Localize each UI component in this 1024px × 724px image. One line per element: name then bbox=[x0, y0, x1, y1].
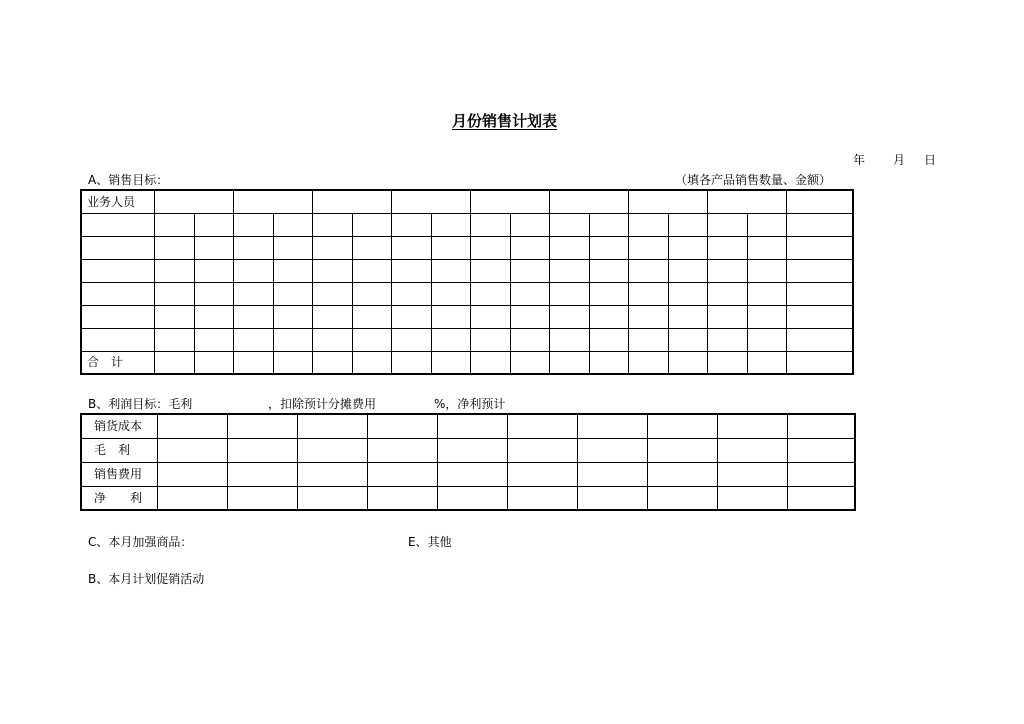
table-cell[interactable] bbox=[787, 414, 855, 438]
table-cell[interactable] bbox=[647, 462, 717, 486]
table-cell[interactable] bbox=[437, 462, 507, 486]
table-cell[interactable] bbox=[748, 282, 787, 305]
table-cell[interactable] bbox=[352, 259, 391, 282]
table-cell[interactable] bbox=[154, 213, 194, 236]
table-cell[interactable] bbox=[431, 305, 470, 328]
table-cell[interactable] bbox=[81, 328, 154, 351]
table-cell[interactable] bbox=[352, 351, 391, 374]
table-cell[interactable] bbox=[511, 305, 550, 328]
table-cell[interactable] bbox=[470, 213, 510, 236]
table-cell[interactable] bbox=[194, 351, 233, 374]
table-row bbox=[81, 213, 853, 236]
table-cell[interactable] bbox=[590, 328, 629, 351]
table-row bbox=[81, 236, 853, 259]
table-cell[interactable] bbox=[550, 236, 590, 259]
table-cell[interactable] bbox=[787, 282, 853, 305]
table-cell[interactable] bbox=[629, 328, 669, 351]
table-cell[interactable] bbox=[431, 259, 470, 282]
section-promotion-label: B、本月计划促销活动 bbox=[88, 572, 205, 586]
profit-target-table bbox=[80, 413, 856, 511]
table-cell[interactable] bbox=[590, 213, 629, 236]
table-row bbox=[81, 305, 853, 328]
table-cell[interactable] bbox=[391, 305, 431, 328]
table-cell[interactable] bbox=[470, 328, 510, 351]
table-cell[interactable] bbox=[157, 462, 227, 486]
table-cell[interactable] bbox=[227, 486, 297, 510]
table-row bbox=[81, 282, 853, 305]
table-cell[interactable] bbox=[507, 486, 577, 510]
table-cell[interactable] bbox=[431, 236, 470, 259]
table-cell[interactable] bbox=[629, 236, 669, 259]
table-cell[interactable] bbox=[717, 438, 787, 462]
table-cell[interactable] bbox=[511, 282, 550, 305]
table-cell[interactable] bbox=[647, 486, 717, 510]
table-cell[interactable] bbox=[157, 414, 227, 438]
table-cell[interactable] bbox=[81, 213, 154, 236]
table-cell[interactable] bbox=[154, 236, 194, 259]
table-cell[interactable] bbox=[669, 328, 708, 351]
table-cell[interactable] bbox=[669, 305, 708, 328]
section-b-part3: %，净利预计 bbox=[434, 397, 506, 411]
table-cell[interactable] bbox=[787, 236, 853, 259]
table-cell[interactable] bbox=[629, 259, 669, 282]
row-label: 销货成本 bbox=[81, 414, 157, 438]
table-cell[interactable] bbox=[590, 259, 629, 282]
table-cell[interactable] bbox=[233, 305, 273, 328]
table-cell[interactable] bbox=[669, 236, 708, 259]
table-cell[interactable] bbox=[787, 438, 855, 462]
section-a-label: A、销售目标： bbox=[88, 173, 169, 187]
table-cell[interactable] bbox=[748, 305, 787, 328]
table-cell[interactable] bbox=[437, 438, 507, 462]
section-b-part1: B、利润目标：毛利 bbox=[88, 397, 193, 411]
table-cell[interactable] bbox=[154, 259, 194, 282]
table-cell[interactable] bbox=[367, 414, 437, 438]
table-cell[interactable] bbox=[273, 213, 312, 236]
sales-person-header: 业务人员 bbox=[81, 190, 154, 213]
table-cell[interactable] bbox=[629, 213, 669, 236]
section-a-note: （填各产品销售数量、金额） bbox=[675, 173, 832, 187]
table-cell[interactable] bbox=[590, 282, 629, 305]
table-cell[interactable] bbox=[81, 259, 154, 282]
table-cell[interactable] bbox=[352, 282, 391, 305]
table-cell[interactable] bbox=[227, 438, 297, 462]
table-cell[interactable] bbox=[748, 351, 787, 374]
section-b-part2: ，扣除预计分摊费用 bbox=[268, 397, 377, 411]
table-cell[interactable] bbox=[194, 213, 233, 236]
table-cell[interactable] bbox=[352, 236, 391, 259]
page-title: 月份销售计划表 bbox=[452, 112, 558, 130]
table-cell[interactable] bbox=[312, 259, 352, 282]
date-month: 月 bbox=[893, 153, 906, 167]
table-cell[interactable] bbox=[590, 351, 629, 374]
table-cell[interactable] bbox=[511, 213, 550, 236]
product-header-cell[interactable] bbox=[312, 190, 391, 213]
table-cell[interactable] bbox=[312, 236, 352, 259]
table-cell[interactable] bbox=[708, 328, 748, 351]
table-cell[interactable] bbox=[669, 259, 708, 282]
table-cell[interactable] bbox=[157, 438, 227, 462]
table-cell[interactable] bbox=[577, 462, 647, 486]
table-cell[interactable] bbox=[194, 328, 233, 351]
table-cell[interactable] bbox=[154, 305, 194, 328]
table-cell[interactable] bbox=[550, 282, 590, 305]
table-cell[interactable] bbox=[431, 213, 470, 236]
table-cell[interactable] bbox=[748, 259, 787, 282]
product-header-cell[interactable] bbox=[787, 190, 853, 213]
product-header-cell[interactable] bbox=[629, 190, 708, 213]
table-cell[interactable] bbox=[470, 236, 510, 259]
table-cell[interactable] bbox=[787, 328, 853, 351]
table-cell[interactable] bbox=[437, 414, 507, 438]
table-cell[interactable] bbox=[194, 236, 233, 259]
table-cell[interactable] bbox=[470, 305, 510, 328]
table-cell[interactable] bbox=[787, 305, 853, 328]
product-header-cell[interactable] bbox=[391, 190, 470, 213]
section-c-label: C、本月加强商品： bbox=[88, 535, 193, 549]
table-cell[interactable] bbox=[273, 351, 312, 374]
table-cell[interactable] bbox=[194, 259, 233, 282]
table-cell[interactable] bbox=[511, 259, 550, 282]
table-cell[interactable] bbox=[708, 236, 748, 259]
table-cell[interactable] bbox=[297, 414, 367, 438]
table-cell[interactable] bbox=[787, 213, 853, 236]
table-cell[interactable] bbox=[273, 236, 312, 259]
table-cell[interactable] bbox=[312, 351, 352, 374]
table-cell[interactable] bbox=[787, 462, 855, 486]
table-cell[interactable] bbox=[577, 438, 647, 462]
table-row bbox=[81, 414, 855, 438]
table-cell[interactable] bbox=[227, 414, 297, 438]
table-cell[interactable] bbox=[312, 328, 352, 351]
table-cell[interactable] bbox=[233, 213, 273, 236]
table-cell[interactable] bbox=[717, 486, 787, 510]
table-row bbox=[81, 438, 855, 462]
table-cell[interactable] bbox=[352, 213, 391, 236]
total-label: 合 计 bbox=[81, 351, 154, 374]
table-cell[interactable] bbox=[629, 305, 669, 328]
table-cell[interactable] bbox=[233, 328, 273, 351]
table-cell[interactable] bbox=[708, 351, 748, 374]
table-cell[interactable] bbox=[629, 282, 669, 305]
table-cell[interactable] bbox=[391, 213, 431, 236]
date-day: 日 bbox=[924, 153, 937, 167]
table-cell[interactable] bbox=[708, 213, 748, 236]
table-cell[interactable] bbox=[391, 259, 431, 282]
table-row bbox=[81, 486, 855, 510]
table-cell[interactable] bbox=[470, 282, 510, 305]
table-cell[interactable] bbox=[511, 328, 550, 351]
table-cell[interactable] bbox=[352, 305, 391, 328]
table-cell[interactable] bbox=[470, 259, 510, 282]
table-cell[interactable] bbox=[431, 328, 470, 351]
table-cell[interactable] bbox=[367, 438, 437, 462]
table-cell[interactable] bbox=[154, 351, 194, 374]
table-cell[interactable] bbox=[431, 351, 470, 374]
section-e-label: E、其他 bbox=[408, 535, 452, 549]
table-cell[interactable] bbox=[511, 236, 550, 259]
product-header-cell[interactable] bbox=[708, 190, 787, 213]
table-cell[interactable] bbox=[367, 486, 437, 510]
table-cell[interactable] bbox=[590, 305, 629, 328]
table-cell[interactable] bbox=[550, 259, 590, 282]
table-cell[interactable] bbox=[748, 213, 787, 236]
table-cell[interactable] bbox=[717, 414, 787, 438]
table-cell[interactable] bbox=[669, 351, 708, 374]
table-cell[interactable] bbox=[233, 282, 273, 305]
product-header-cell[interactable] bbox=[233, 190, 312, 213]
table-cell[interactable] bbox=[157, 486, 227, 510]
table-cell[interactable] bbox=[787, 351, 853, 374]
table-cell[interactable] bbox=[367, 462, 437, 486]
table-cell[interactable] bbox=[312, 305, 352, 328]
product-header-cell[interactable] bbox=[154, 190, 233, 213]
row-label: 毛 利 bbox=[81, 438, 157, 462]
table-cell[interactable] bbox=[669, 213, 708, 236]
table-cell[interactable] bbox=[550, 328, 590, 351]
table-cell[interactable] bbox=[507, 462, 577, 486]
table-cell[interactable] bbox=[550, 213, 590, 236]
table-cell[interactable] bbox=[81, 282, 154, 305]
table-cell[interactable] bbox=[550, 305, 590, 328]
table-row bbox=[81, 351, 853, 374]
table-cell[interactable] bbox=[233, 259, 273, 282]
table-cell[interactable] bbox=[273, 305, 312, 328]
table-cell[interactable] bbox=[787, 259, 853, 282]
product-header-cell[interactable] bbox=[470, 190, 549, 213]
row-label: 净 利 bbox=[81, 486, 157, 510]
table-cell[interactable] bbox=[391, 236, 431, 259]
table-cell[interactable] bbox=[391, 282, 431, 305]
table-cell[interactable] bbox=[352, 328, 391, 351]
table-cell[interactable] bbox=[550, 351, 590, 374]
table-cell[interactable] bbox=[273, 328, 312, 351]
table-cell[interactable] bbox=[194, 282, 233, 305]
table-cell[interactable] bbox=[154, 282, 194, 305]
table-cell[interactable] bbox=[227, 462, 297, 486]
table-cell[interactable] bbox=[708, 259, 748, 282]
table-cell[interactable] bbox=[233, 351, 273, 374]
table-cell[interactable] bbox=[629, 351, 669, 374]
table-cell[interactable] bbox=[273, 282, 312, 305]
table-cell[interactable] bbox=[577, 486, 647, 510]
table-cell[interactable] bbox=[273, 259, 312, 282]
table-cell[interactable] bbox=[81, 236, 154, 259]
table-cell[interactable] bbox=[577, 414, 647, 438]
table-row bbox=[81, 259, 853, 282]
table-cell[interactable] bbox=[297, 438, 367, 462]
table-cell[interactable] bbox=[233, 236, 273, 259]
table-cell[interactable] bbox=[297, 462, 367, 486]
table-cell[interactable] bbox=[507, 414, 577, 438]
table-row bbox=[81, 462, 855, 486]
table-cell[interactable] bbox=[708, 282, 748, 305]
table-row bbox=[81, 328, 853, 351]
table-cell[interactable] bbox=[511, 351, 550, 374]
table-cell[interactable] bbox=[708, 305, 748, 328]
table-cell[interactable] bbox=[154, 328, 194, 351]
table-cell[interactable] bbox=[590, 236, 629, 259]
sales-target-table bbox=[80, 189, 854, 375]
table-cell[interactable] bbox=[391, 328, 431, 351]
product-header-cell[interactable] bbox=[550, 190, 629, 213]
table-cell[interactable] bbox=[647, 438, 717, 462]
table-cell[interactable] bbox=[669, 282, 708, 305]
table-cell[interactable] bbox=[437, 486, 507, 510]
date-year: 年 bbox=[853, 153, 866, 167]
table-cell[interactable] bbox=[194, 305, 233, 328]
table-cell[interactable] bbox=[431, 282, 470, 305]
table-cell[interactable] bbox=[391, 351, 431, 374]
table-cell[interactable] bbox=[717, 462, 787, 486]
table-row bbox=[81, 190, 853, 213]
table-cell[interactable] bbox=[748, 328, 787, 351]
table-cell[interactable] bbox=[470, 351, 510, 374]
row-label: 销售费用 bbox=[81, 462, 157, 486]
table-cell[interactable] bbox=[507, 438, 577, 462]
table-cell[interactable] bbox=[787, 486, 855, 510]
table-cell[interactable] bbox=[748, 236, 787, 259]
table-cell[interactable] bbox=[312, 213, 352, 236]
table-cell[interactable] bbox=[647, 414, 717, 438]
table-cell[interactable] bbox=[297, 486, 367, 510]
table-cell[interactable] bbox=[312, 282, 352, 305]
table-cell[interactable] bbox=[81, 305, 154, 328]
